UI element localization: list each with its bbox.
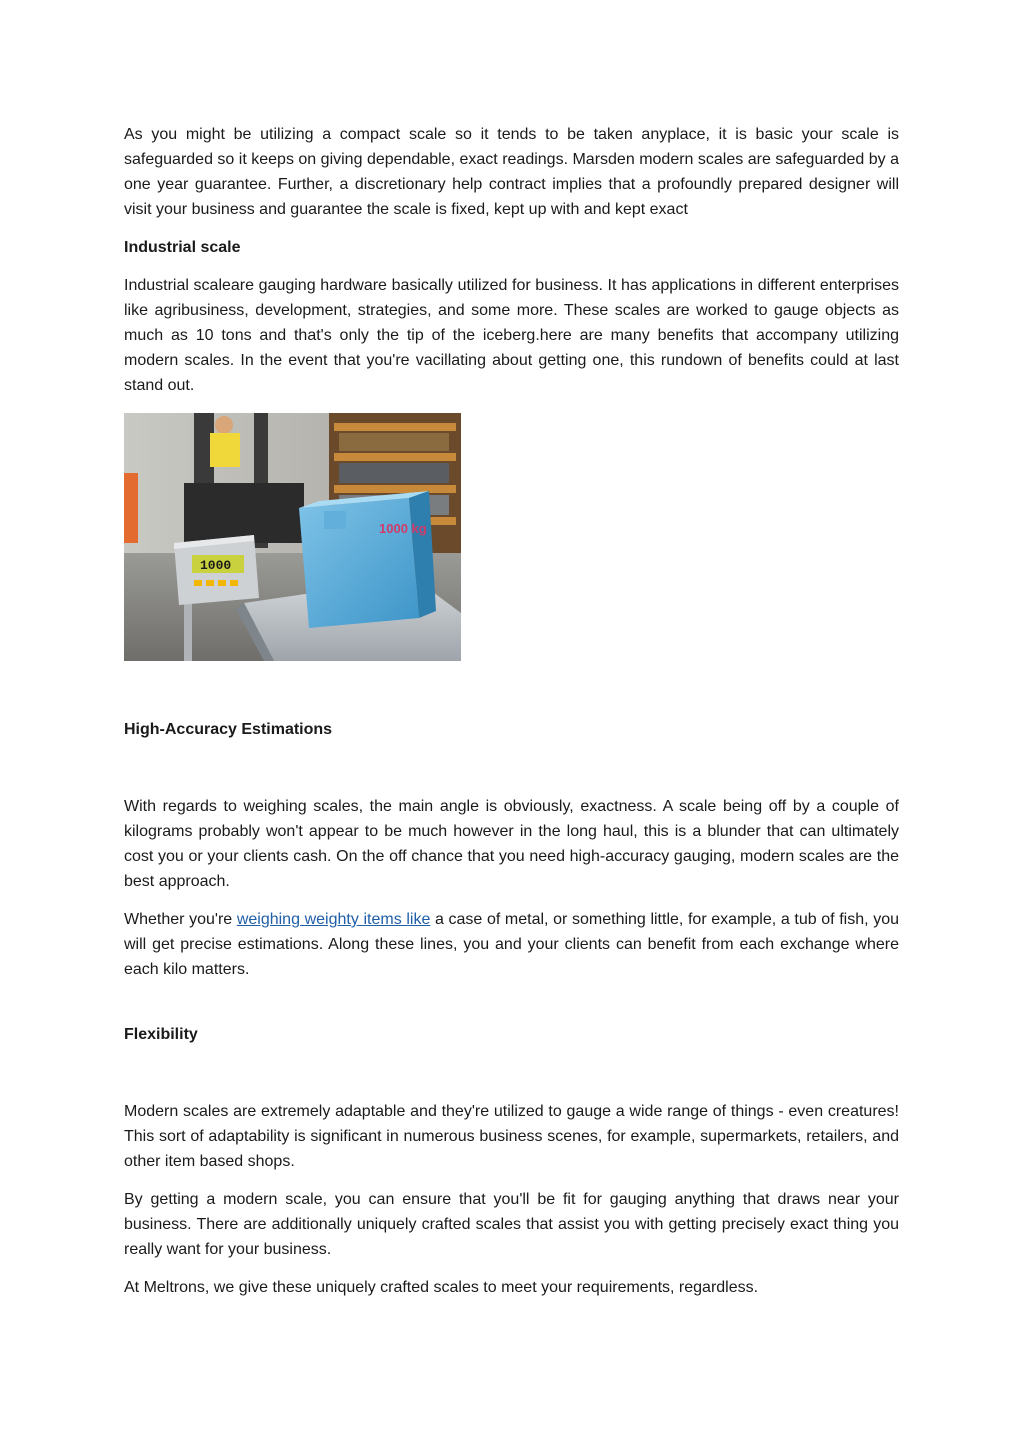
flexibility-paragraph-2: By getting a modern scale, you can ensure that you'll be fit for gauging anything that draws near your business. There are additionally uniquely crafted scales that assist you with getting precisely exact thing you really want for your business. [124,1191,899,1258]
high-accuracy-heading: High-Accuracy Estimations [124,721,333,738]
paragraph-2-lead-text: Whether you're [124,911,237,928]
paragraph-2-tail-text: a case of metal, or something little, for example, a tub of fish, you will get precise estimations. Along these lines, you and your clients can benefit from each exchange where each kilo matters. [124,911,899,978]
intro-paragraph: As you might be utilizing a compact scale so it tends to be taken anyplace, it is basic your scale is safeguarded so it keeps on giving dependable, exact readings. Marsden modern scales are safeguarded by a one year guarantee. Further, a discretionary help contract implies that a profoundly prepared designer will visit your business and guarantee the scale is fixed, kept up with and kept exact [124,126,899,218]
industrial-scale-photo [124,413,461,661]
high-accuracy-paragraph-1: With regards to weighing scales, the main angle is obviously, exactness. A scale being off by a couple of kilograms probably won't appear to be much however in the long haul, this is a blunder that can ultimately cost you or your clients cash. On the off chance that you need high-accuracy gauging, modern scales are the best approach. [124,798,899,890]
industrial-scale-paragraph: Industrial scaleare gauging hardware basically utilized for business. It has applications in different enterprises like agribusiness, development, strategies, and some more. These scales are worked to gauge objects as much as 10 tons and that's only the tip of the iceberg.here are many benefits that accompany utilizing modern scales. In the event that you're vacillating about getting one, this rundown of benefits could at last stand out. [124,277,899,394]
warehouse-scale-illustration [124,413,461,661]
weighing-items-link[interactable]: weighing weighty items like [236,911,431,928]
flexibility-heading: Flexibility [124,1026,198,1043]
flexibility-paragraph-1: Modern scales are extremely adaptable and they're utilized to gauge a wide range of things - even creatures! This sort of adaptability is significant in numerous business scenes, for example, supermarkets, retailers, and other item based shops. [124,1103,899,1170]
high-accuracy-paragraph-2 [124,907,899,982]
industrial-scale-heading: Industrial scale [124,239,241,256]
weight-block-label: 1000 kg [379,521,427,536]
document-page [124,122,899,1300]
flexibility-paragraph-3: At Meltrons, we give these uniquely crafted scales to meet your requirements, regardless. [124,1279,759,1296]
indicator-reading: 1000 [200,558,232,573]
